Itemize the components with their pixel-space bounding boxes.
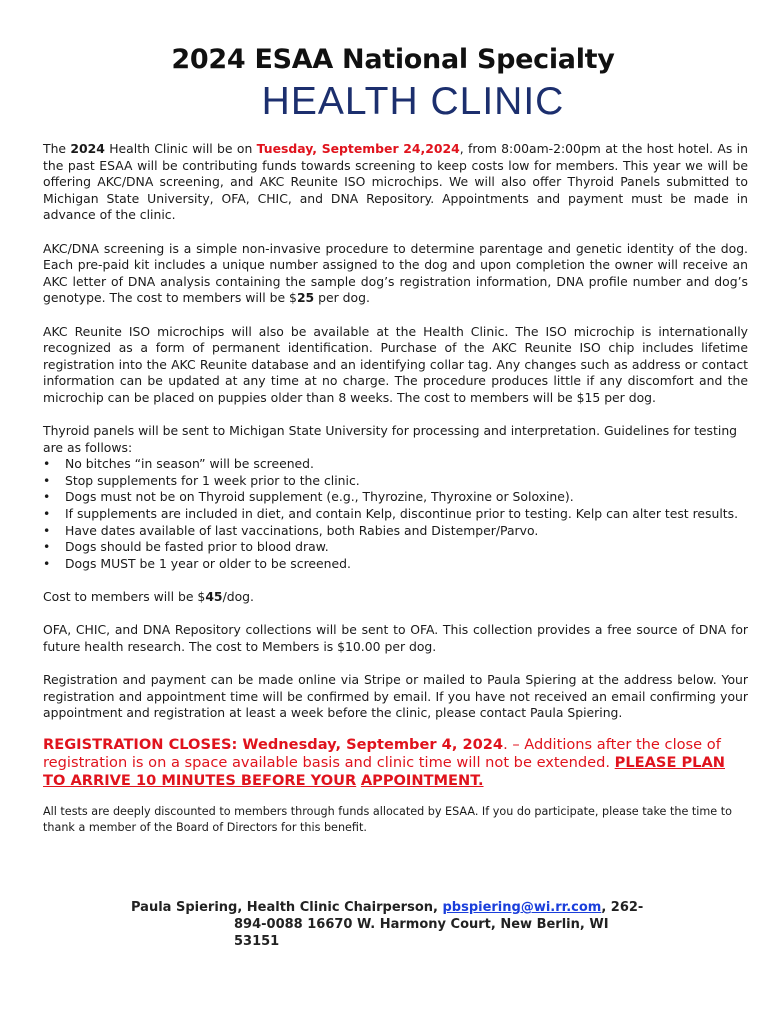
intro-paragraph: The 2024 Health Clinic will be on Tuesday, September 24,2024, from 8:00am-2:00pm at the host hotel. As in the past ESAA will be contributing funds towards screening to keep costs low for members. This year we will be offering AKC/DNA screening, and AKC Reunite ISO microchips. We will also offer Thyroid Panels submitted to Michigan State University, OFA, CHIC, and DNA Repository. Appointments and payment must be made in advance of the clinic. [43, 141, 748, 223]
registration-deadline: REGISTRATION CLOSES: Wednesday, September 4, 2024. – Additions after the close of registration is on a space available basis and clinic time will not be extended. PLEASE PLAN TO ARRIVE 10 MINUTES BEFORE YOUR APPOINTMENT. [43, 735, 725, 789]
list-item: • Dogs must not be on Thyroid supplement (e.g., Thyrozine, Thyroxine or Soloxine). [43, 489, 748, 506]
list-item: • No bitches “in season” will be screened. [43, 456, 748, 473]
microchip-paragraph: AKC Reunite ISO microchips will also be available at the Health Clinic. The ISO microchip is internationally recognized as a form of permanent identification. Purchase of the AKC Reunite ISO chip includes lifetime registration into the AKC Reunite database and an identifying collar tag. Any changes such as address or contact information can be updated at any time at no charge. The procedure produces little if any discomfort and the microchip can be placed on puppies older than 8 weeks. The cost to members will be $15 per dog. [43, 323, 748, 405]
list-item: • Have dates available of last vaccinations, both Rabies and Distemper/Parvo. [43, 523, 748, 540]
signature-name: Paula Spiering, Health Clinic Chairperson, [131, 900, 443, 915]
list-item: • Dogs should be fasted prior to blood draw. [43, 539, 748, 556]
list-item: • Dogs MUST be 1 year or older to be screened. [43, 556, 748, 573]
clinic-date: Tuesday, September 24,2024 [256, 141, 460, 156]
email-link[interactable]: pbspiering@wi.rr.com [442, 900, 602, 915]
deadline-date: REGISTRATION CLOSES: Wednesday, September 4, 2024 [43, 735, 504, 753]
thyroid-price: 45 [205, 589, 223, 605]
arrival-notice: PLEASE PLAN TO ARRIVE 10 MINUTES BEFORE YOUR [43, 753, 725, 789]
footer-note: All tests are deeply discounted to members through funds allocated by ESAA. If you do participate, please take the time to thank a member of the Board of Directors for this benefit. [43, 804, 732, 835]
signature-address: 894-0088 16670 W. Harmony Court, New Berlin, WI [234, 917, 609, 932]
signature-block: Paula Spiering, Health Clinic Chairperson, pbspiering@wi.rr.com, 262- 894-0088 16670 W. Harmony Court, New Berlin, WI 53151 [131, 899, 691, 950]
dna-price: 25 [296, 290, 315, 306]
ofa-paragraph: OFA, CHIC, and DNA Repository collections will be sent to OFA. This collection provides a free source of DNA for future health research. The cost to Members is $10.00 per dog. [43, 622, 748, 654]
page-title: 2024 ESAA National Specialty [171, 44, 615, 75]
dna-paragraph: AKC/DNA screening is a simple non-invasive procedure to determine parentage and genetic identity of the dog. Each pre-paid kit includes a unique number assigned to the dog and upon completion the owner will receive an AKC letter of DNA analysis containing the sample dog’s registration information, DNA profile number and dog’s genotype. The cost to members will be $25 per dog. [43, 240, 748, 306]
thyroid-cost: Cost to members will be $45/dog. [43, 589, 254, 605]
page-subtitle: HEALTH CLINIC [261, 80, 565, 123]
document-body [43, 141, 748, 837]
signature-zip: 53151 [234, 934, 280, 949]
clinic-year: 2024 [70, 141, 105, 156]
appointment-word: APPOINTMENT. [360, 771, 484, 789]
thyroid-intro: Thyroid panels will be sent to Michigan State University for processing and interpretation. Guidelines for testing are as follows: [43, 423, 738, 455]
list-item: • If supplements are included in diet, and contain Kelp, discontinue prior to testing. Kelp can alter test results. [43, 506, 748, 523]
list-item: • Stop supplements for 1 week prior to the clinic. [43, 473, 748, 490]
registration-paragraph: Registration and payment can be made online via Stripe or mailed to Paula Spiering at the address below. Your registration and appointment time will be confirmed by email. If you have not received an email confirming your appointment and registration at least a week before the clinic, please contact Paula Spiering. [43, 672, 748, 721]
thyroid-guidelines-list [43, 456, 748, 572]
